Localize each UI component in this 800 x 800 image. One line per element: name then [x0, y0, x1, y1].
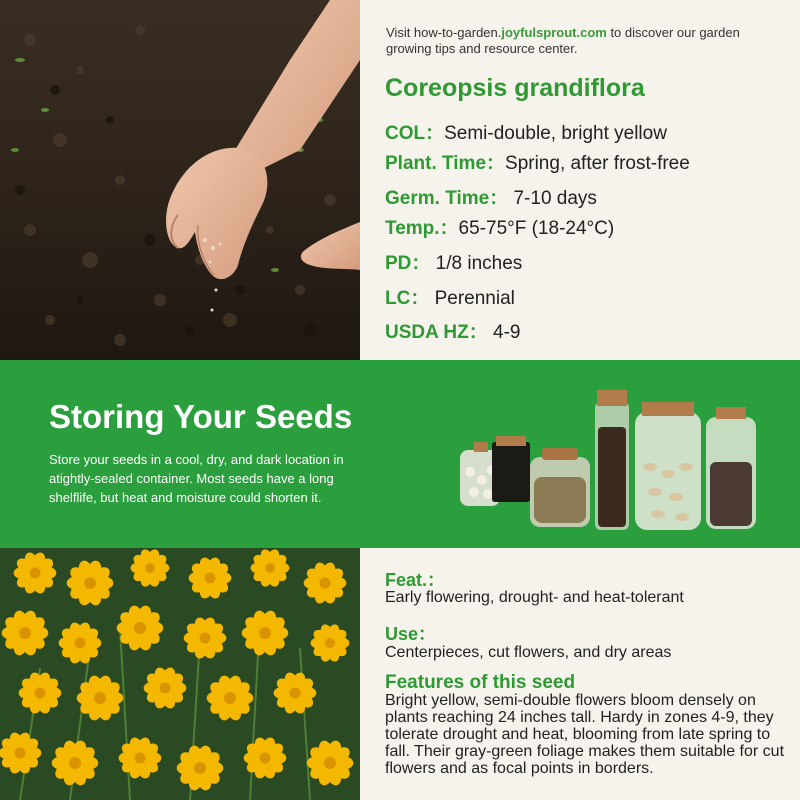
spec-key: Plant. Time： [385, 153, 506, 174]
seed-jars-icon [450, 382, 770, 532]
features-title: Features of this seed [385, 672, 576, 693]
spec-value: 7-10 days [508, 188, 597, 209]
intro-text [386, 25, 786, 57]
spec-temp [385, 213, 614, 240]
hands-sowing-seeds-icon [0, 0, 360, 360]
plant-info-panel [360, 0, 800, 360]
soil-hands-photo [0, 0, 360, 360]
features-description: Bright yellow, semi-double flowers bloom densely on plants reaching 24 inches tall. Hardy in zones 4-9, they tolerate drought and heat, blooming from late spring to fall. Their gray-green foliage makes them suitable for cut flowers and as focal points in borders. [385, 692, 785, 777]
spec-key: PD： [385, 253, 431, 274]
intro-prefix: Visit how-to-garden. [386, 25, 502, 40]
spec-key: LC： [385, 288, 430, 309]
flowers-photo [0, 548, 360, 800]
intro-suffix: to discover our garden growing tips and resource center. [386, 25, 740, 56]
use-value: Centerpieces, cut flowers, and dry areas [385, 644, 672, 661]
spec-value: 1/8 inches [430, 253, 523, 274]
spec-value: 4-9 [487, 322, 521, 343]
brand-link[interactable]: joyfulsprout.com [501, 25, 607, 40]
storing-text: Store your seeds in a cool, dry, and dark location in atightly-sealed container. Most seeds have a long shelflife, but heat and moisture could shorten it. [49, 452, 344, 505]
spec-usda-zone [385, 317, 521, 344]
feat-value: Early flowering, drought- and heat-tolerant [385, 589, 684, 606]
spec-color [385, 118, 667, 145]
storing-seeds-banner [0, 360, 800, 548]
features-panel [360, 548, 800, 800]
spec-key: COL： [385, 123, 445, 144]
species-name: Coreopsis grandiflora [385, 74, 645, 102]
spec-key: Temp.： [385, 218, 459, 239]
spec-key: Germ. Time： [385, 188, 509, 209]
use-label: Use： [385, 624, 437, 644]
spec-key: USDA HZ： [385, 322, 488, 343]
spec-value: Spring, after frost-free [505, 153, 690, 174]
spec-value: Semi-double, bright yellow [444, 123, 667, 144]
spec-germ-time [385, 183, 597, 210]
feat-label: Feat.： [385, 570, 446, 590]
spec-plant-time [385, 148, 690, 175]
spec-life-cycle [385, 283, 515, 310]
storing-title: Storing Your Seeds [49, 398, 353, 435]
spec-planting-depth [385, 248, 522, 275]
yellow-coreopsis-flowers-icon [0, 548, 360, 800]
spec-value: 65-75°F (18-24°C) [458, 218, 615, 239]
spec-value: Perennial [429, 288, 515, 309]
